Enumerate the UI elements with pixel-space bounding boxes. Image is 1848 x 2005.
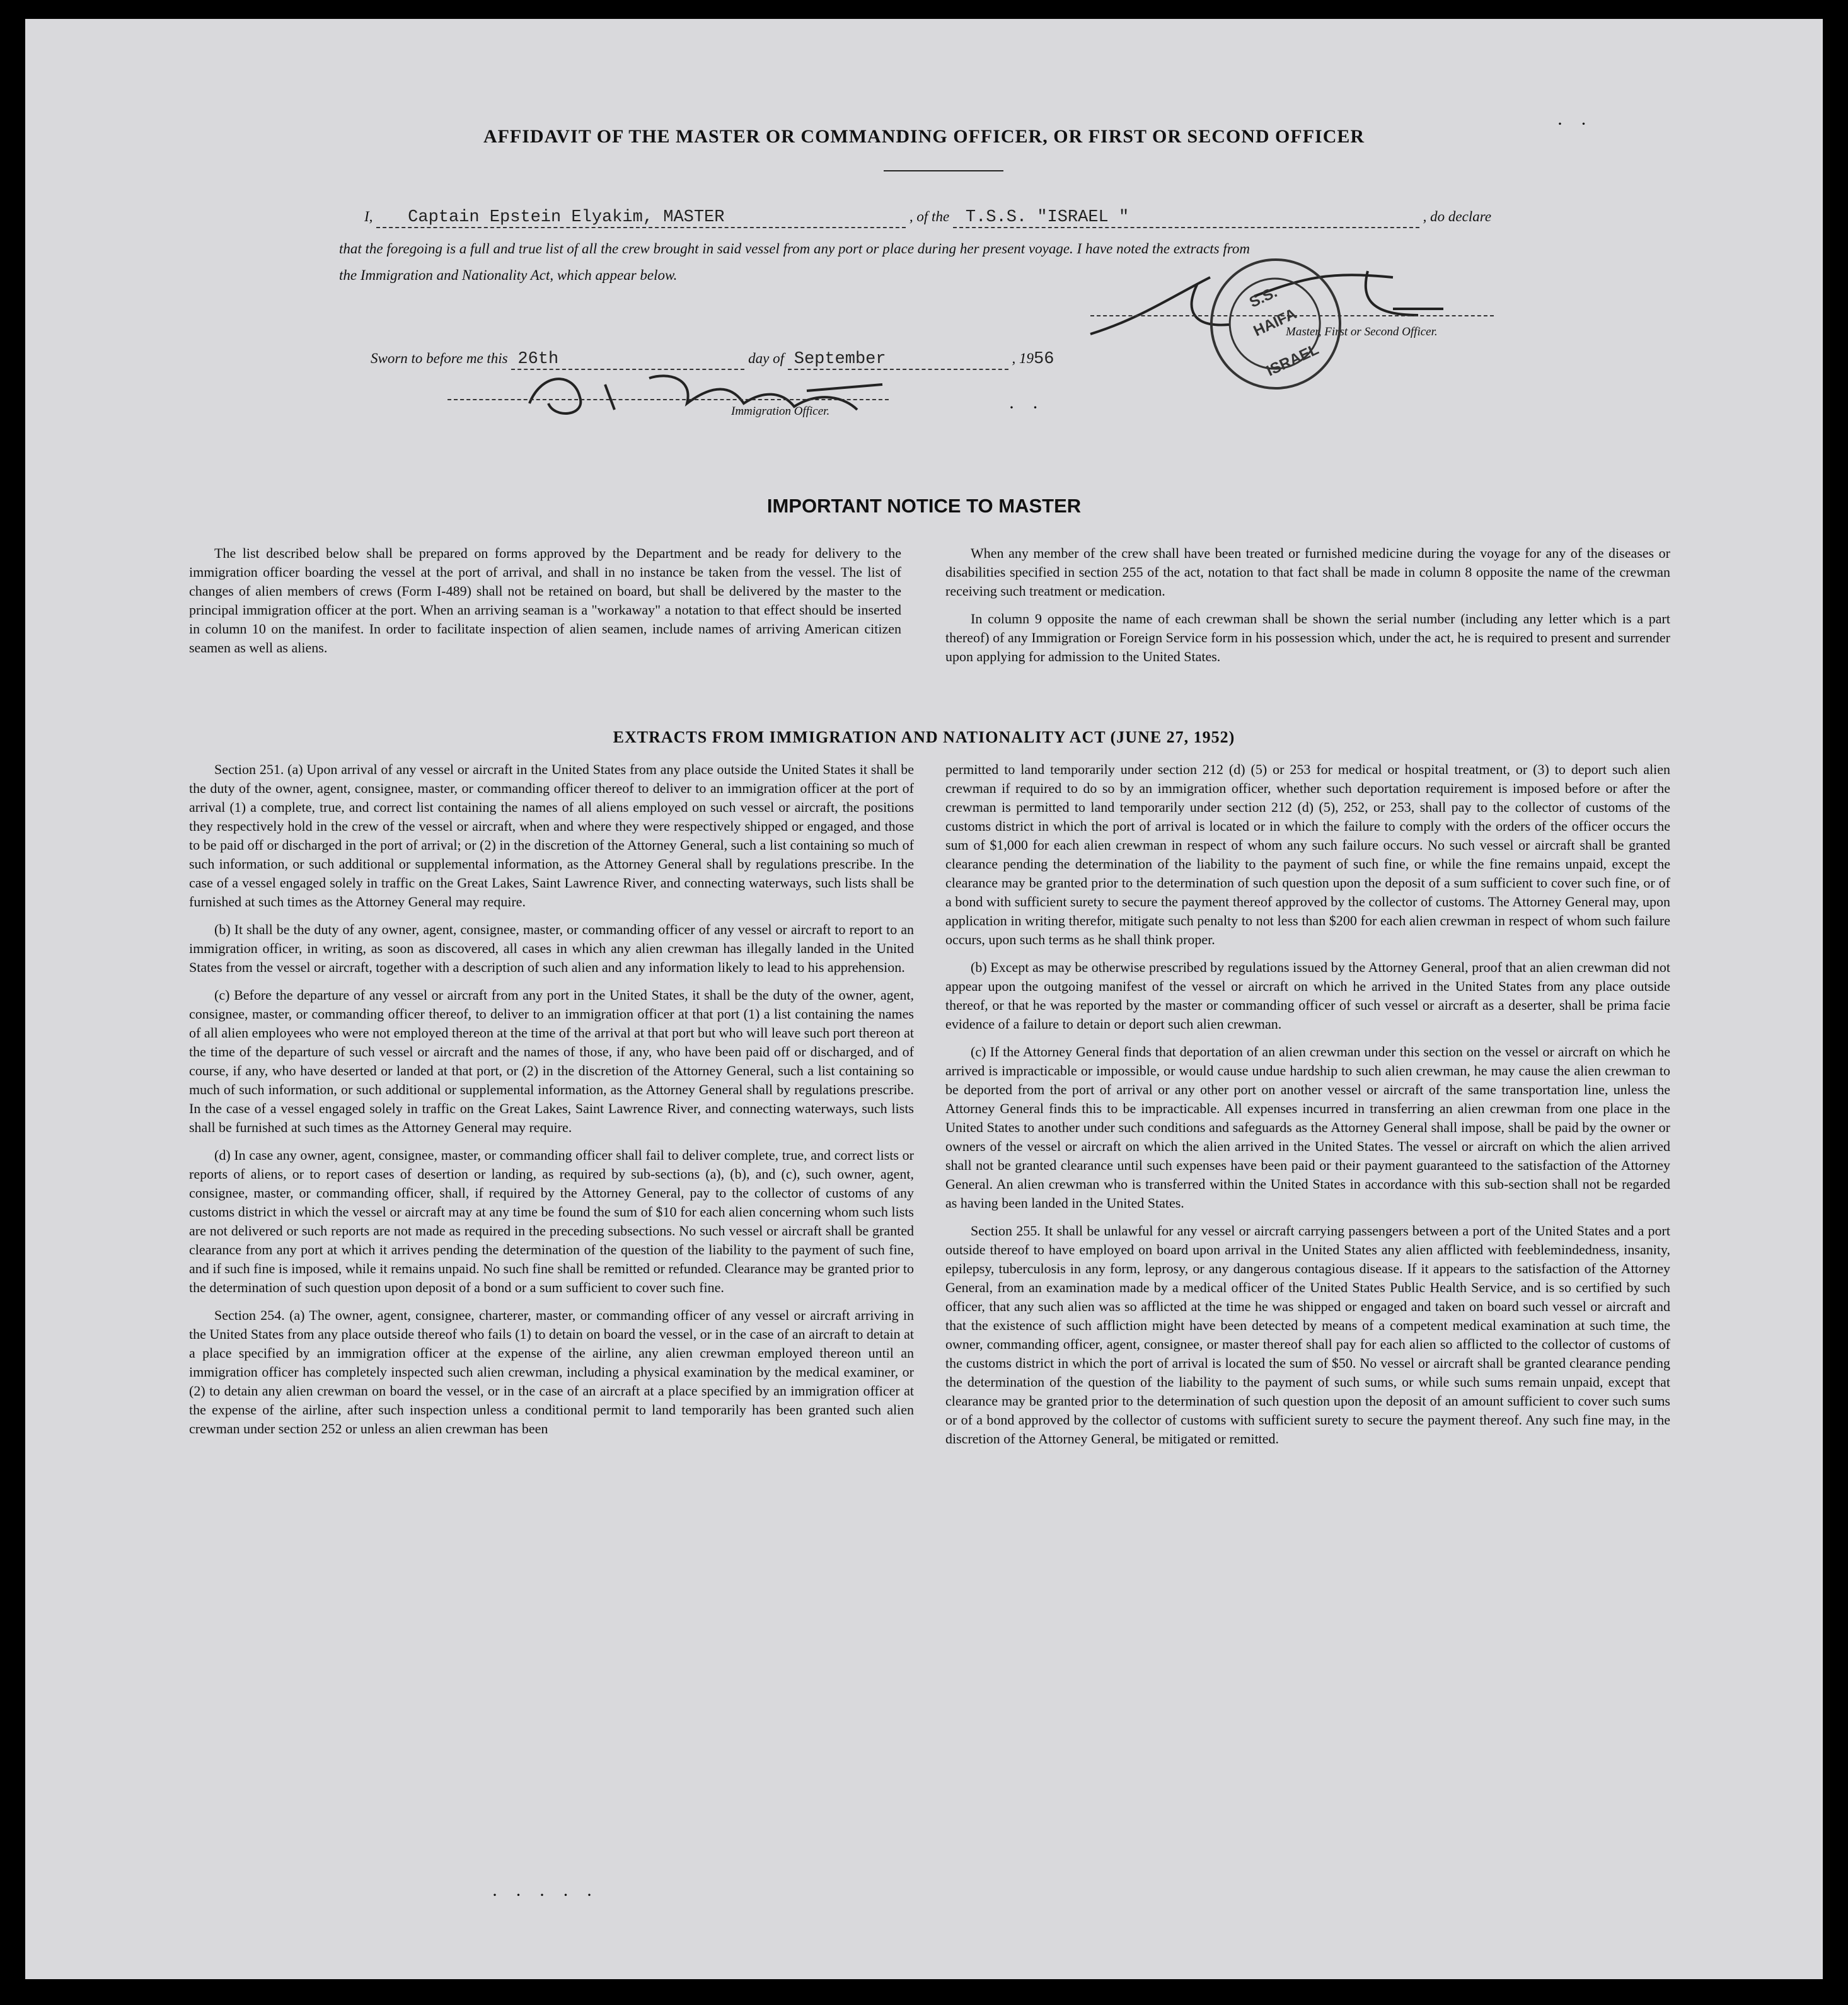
title-rule xyxy=(884,170,1003,171)
vessel-name-field xyxy=(953,208,1419,228)
extracts-right-column xyxy=(945,760,1670,1457)
notice-left-paragraph: The list described below shall be prepared on forms approved by the Department and be ready for delivery to the immigration officer boarding the vessel at the port of arrival, and shall in no instance be taken from the vessel. The list of changes of alien members of crews (Form I-489) shall not be retained on board, but shall be delivered by the master to the principal immigration officer at the port. When an arriving seaman is a "workaway" a notation to that effect should be inserted in column 10 on the manifest. In order to facilitate inspection of alien seamen, include names of arriving American citizen seamen as well as aliens. xyxy=(189,545,901,656)
notice-right-paragraph-2: In column 9 opposite the name of each crewman shall be shown the serial number (including any letter which is a part thereof) of any Immigration or Foreign Service form in his possession which, under the act, he is required to present and surrender upon applying for admission to the United States. xyxy=(945,611,1670,664)
section-251-d: (d) In case any owner, agent, consignee, master, or commanding officer shall fail to deliver complete, true, and correct lists or reports of aliens, or to report cases of desertion or landing, as required by sub-sections (a), (b), and (c), such owner, agent, consignee, master, or commanding officer, shall, if required by the Attorney General, pay to the collector of customs of any customs district in which the vessel or aircraft may at any time be found the sum of $10 for each alien concerning whom such lists are not delivered or such reports are not made as required in the preceding subsections. No such vessel or aircraft shall be granted clearance from any port at which it arrives pending the determination of the question of the liability to the payment of such fine, and if such fine is imposed, while it remains unpaid. No such fine shall be remitted or refunded. Clearance may be granted prior to the determination of such question upon deposit of a bond or a sum sufficient to cover such fine. xyxy=(189,1147,914,1295)
section-251-b: (b) It shall be the duty of any owner, agent, consignee, master, or commanding officer of any vessel or aircraft to report to an immigration officer, in writing, as soon as discovered, all cases in which any alien crewman has illegally landed in the United States from the vessel or aircraft, together with a description of such alien and any information likely to lead to his apprehension. xyxy=(189,922,914,975)
section-254-b: (b) Except as may be otherwise prescribed by regulations issued by the Attorney General, proof that an alien crewman did not appear upon the outgoing manifest of the vessel or aircraft on which he arrived in the United States from any place outside thereof, or that he was reported by the master or commanding officer of such vessel or aircraft as a deserter, shall be prima facie evidence of a failure to detain or deport such alien crewman. xyxy=(945,959,1670,1032)
officer-name-field xyxy=(376,208,906,228)
day-of-label: day of xyxy=(748,350,784,366)
extracts-heading: EXTRACTS FROM IMMIGRATION AND NATIONALITY ACT (JUNE 27, 1952) xyxy=(613,728,1235,746)
sworn-label: Sworn to before me this xyxy=(371,350,508,366)
immigration-officer-signature-line xyxy=(448,399,889,400)
speck-marks-mid: · · xyxy=(1008,397,1045,418)
speck-marks-top: · · xyxy=(1557,113,1593,134)
of-the-label: , of the xyxy=(909,209,950,224)
notice-left-column xyxy=(189,544,901,666)
speck-marks-bottom: · · · · · xyxy=(492,1885,599,1905)
section-251-c: (c) Before the departure of any vessel or aircraft from any port in the United States, it shall be the duty of the owner, agent, consignee, master, or commanding officer thereof, to deliver to an immigration officer at that port (1) a list containing the names of all alien employees who were not employed thereon at the time of the arrival at that port but who will leave such port thereon at the time of the departure of such vessel or aircraft and the names of those, if any, who have been paid off or discharged, and of course, if any, who have deserted or landed at that port, or (2) in the discretion of the Attorney General, such a list containing so much of such information, or such additional or supplemental information, as the Attorney General shall by regulations prescribe. In the case of a vessel engaged solely in traffic on the Great Lakes, Saint Lawrence River, and connecting waterways, such lists shall be furnished at such times as the Attorney General may require. xyxy=(189,987,914,1135)
extracts-left-column xyxy=(189,760,914,1447)
notice-right-column xyxy=(945,544,1670,675)
section-254-c: (c) If the Attorney General finds that deportation of an alien crewman under this section on the vessel or aircraft on which he arrived is impracticable or impossible, or would cause undue hardship to such alien crewman, he may cause the alien crewman to be deported from the port of arrival or any other port on another vessel or aircraft of the same transportation line, unless the Attorney General finds this to be impracticable. All expenses incurred in transferring an alien crewman from one place in the United States to another under such conditions and safeguards as the Attorney General shall impose, shall be paid by the owner or owners of the vessel or aircraft on which the alien arrived in the United States. The vessel or aircraft on which the alien arrived shall not be granted clearance until such expenses have been paid or their payment guaranteed to the satisfaction of the Attorney General. An alien crewman who is transferred within the United States in accordance with this sub-section shall not be regarded as having been landed in the United States. xyxy=(945,1044,1670,1211)
sworn-month: September xyxy=(794,350,886,369)
declaration-line-2: the Immigration and Nationality Act, which appear below. xyxy=(339,267,678,283)
affidavit-title: AFFIDAVIT OF THE MASTER OR COMMANDING OFFICER, OR FIRST OR SECOND OFFICER xyxy=(483,126,1365,147)
immigration-officer-caption: Immigration Officer. xyxy=(731,405,830,418)
declaration-first-line xyxy=(364,208,1491,228)
sworn-day: 26th xyxy=(517,350,559,369)
seal-text-mid: HAIFA xyxy=(1250,305,1300,340)
declaration-line-1: that the foregoing is a full and true list of all the crew brought in said vessel from any port or place during her present voyage. I have noted the extracts from xyxy=(339,241,1250,257)
notice-right-paragraph-1: When any member of the crew shall have been treated or furnished medicine during the voyage for any of the diseases or disabilities specified in section 255 of the act, notation to that fact shall be made in column 8 opposite the name of the crewman receiving such treatment or medication. xyxy=(945,545,1670,599)
section-254-a: Section 254. (a) The owner, agent, consignee, charterer, master, or commanding officer of any vessel or aircraft arriving in the United States from any place outside thereof who fails (1) to detain on board the vessel, or in the case of an aircraft to detain at a place specified by an immigration officer at the expense of the airline, any alien crewman employed thereon until an immigration officer has completely inspected such alien crewman, including a physical examination by the medical examiner, or (2) to detain any alien crewman on board the vessel, or in the case of an aircraft at a place specified by an immigration officer at the expense of the airline, after such inspection unless a conditional permit to land temporarily has been granted such alien crewman under section 252 or unless an alien crewman has been xyxy=(189,1307,914,1436)
vessel-name: T.S.S. "ISRAEL " xyxy=(965,208,1129,227)
sworn-year: 56 xyxy=(1034,350,1054,369)
immigration-officer-signature xyxy=(504,359,908,429)
year-prefix: , 19 xyxy=(1012,350,1034,366)
section-251-a: Section 251. (a) Upon arrival of any vessel or aircraft in the United States from any place outside the United States it shall be the duty of the owner, agent, consignee, master, or commanding officer thereof to deliver to an immigration officer at the port of arrival (1) a complete, true, and correct list containing the names of all aliens employed on such vessel or aircraft, the positions they respectively hold in the crew of the vessel or aircraft, when and where they were respectively shipped or engaged, and those to be paid off or discharged in the port of arrival; or (2) in the discretion of the Attorney General, such a list containing so much of such information, or such additional or supplemental information, as the Attorney General shall by regulations prescribe. In the case of a vessel engaged solely in traffic on the Great Lakes, Saint Lawrence River, and connecting waterways, such lists shall be furnished at such times as the Attorney General may require. xyxy=(189,761,914,910)
officer-name: Captain Epstein Elyakim, MASTER xyxy=(408,208,725,227)
seal-text-top: S.S. xyxy=(1247,284,1280,311)
document-page xyxy=(25,19,1823,1979)
notice-heading: IMPORTANT NOTICE TO MASTER xyxy=(766,495,1082,517)
seal-text-bottom: ISRAEL xyxy=(1264,340,1322,380)
i-label: I, xyxy=(364,209,373,224)
section-254-a-continued: permitted to land temporarily under section 212 (d) (5) or 253 for medical or hospital treatment, or (3) to deport such alien crewman if required to do so by an immigration officer, whether such deportation requirement is imposed before or after the crewman is permitted to land temporarily under section 212 (d) (5), 252, or 253, shall pay to the collector of customs of the customs district in which the port of arrival is located or in which the failure to comply with the orders of the officer occurs the sum of $1,000 for each alien crewman in respect of whom any such failure occurs. No such vessel or aircraft shall be granted clearance pending the determination of the liability to the payment of such fine, or while the fine remains unpaid, except the clearance may be granted prior to the determination of such question upon the deposit of a sum sufficient to cover such fine, or of a bond with sufficient surety to secure the payment thereof approved by the collector of customs. The Attorney General may, upon application in writing therefor, mitigate such penalty to not less than $200 for each alien crewman in respect of whom such failure occurs, upon such terms as he shall think proper. xyxy=(945,761,1670,947)
section-255: Section 255. It shall be unlawful for any vessel or aircraft carrying passengers between a port of the United States and a port outside thereof to have employed on board upon arrival in the United States any alien afflicted with feeblemindedness, insanity, epilepsy, tuberculosis in any form, leprosy, or any dangerous contagious disease. If it appears to the satisfaction of the Attorney General, from an examination made by a medical officer of the United States Public Health Service, and is so certified by such officer, that any such alien was so afflicted at the time he was shipped or engaged and taken on board such vessel or aircraft and that the existence of such affliction might have been detected by means of a competent medical examination at such time, the owner, commanding officer, agent, consignee, or master thereof shall pay for each alien so afflicted to the collector of customs of the customs district in which the port of arrival is located the sum of $50. No vessel or aircraft shall be granted clearance pending the determination of the question of the liability to the payment of such sums, or while such sums remain unpaid, except that clearance may be granted prior to the determination of such question upon the deposit of an amount sufficient to cover such sums or of a bond approved by the collector of customs with sufficient surety to secure the payment thereof. Any such fine may, in the discretion of the Attorney General, be mitigated or remitted. xyxy=(945,1223,1670,1447)
do-declare-label: , do declare xyxy=(1423,209,1492,224)
master-caption: Master, First or Second Officer. xyxy=(1286,325,1438,338)
